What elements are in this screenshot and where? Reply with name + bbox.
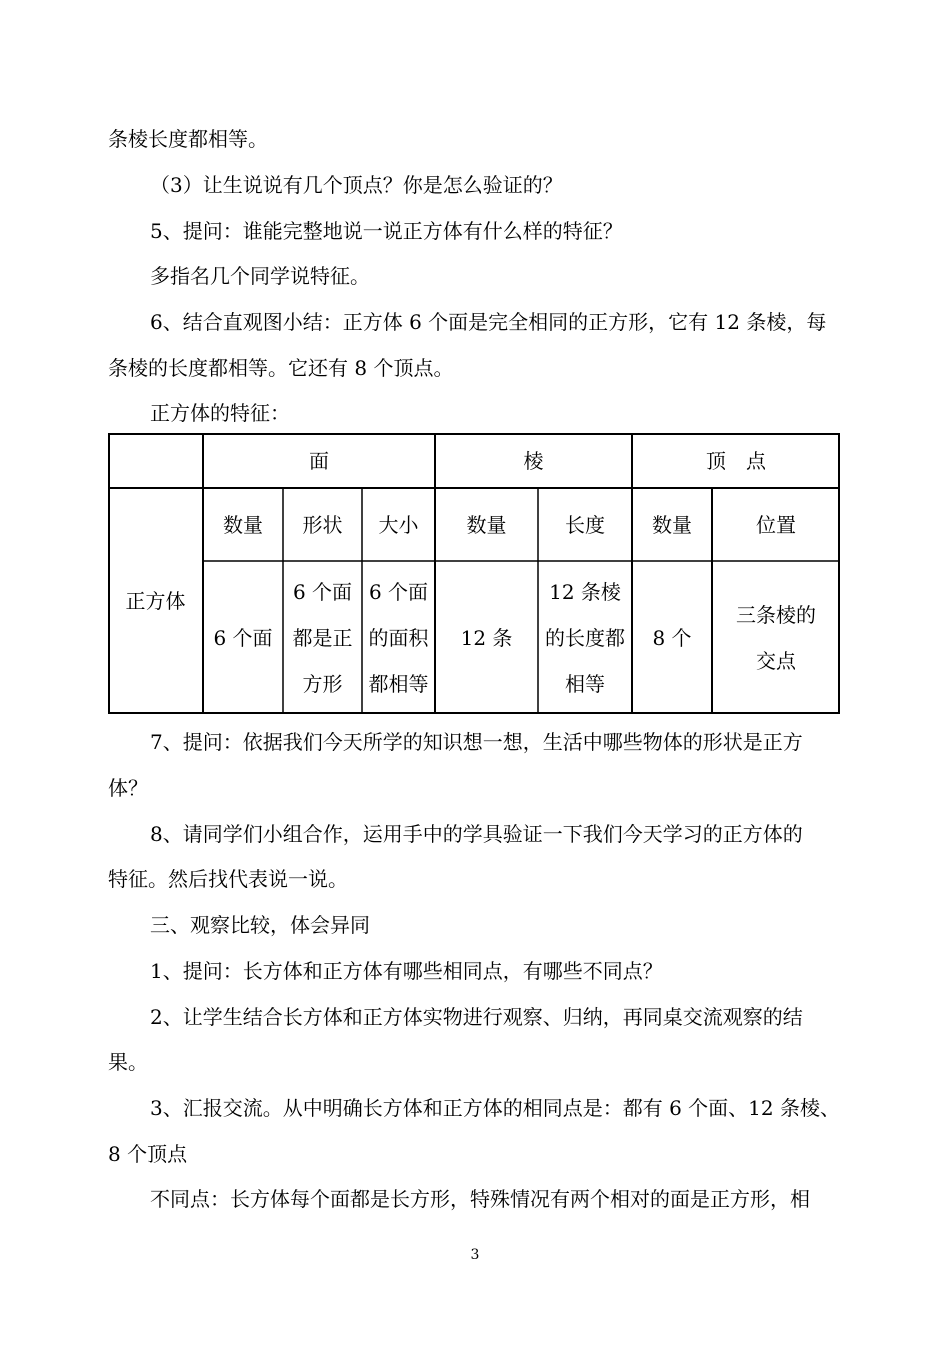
paragraph-line: 不同点：长方体每个面都是长方形，特殊情况有两个相对的面是正方形，相 — [150, 1187, 810, 1211]
value-line: 6 个面 — [292, 579, 353, 604]
header-vertex: 顶 点 — [706, 448, 766, 473]
paragraph-line: 2、让学生结合长方体和正方体实物进行观察、归纳，再同桌交流观察的结 — [150, 1005, 803, 1029]
paragraph-line: 3、汇报交流。从中明确长方体和正方体的相同点是：都有 6 个面、12 条棱、 — [150, 1096, 840, 1120]
paragraph-line: 8 个顶点 — [108, 1142, 188, 1166]
value-face-shape — [283, 561, 362, 714]
subheader-face-count: 数量 — [223, 512, 263, 537]
value-edge-length — [538, 561, 632, 714]
subheader-face-size: 大小 — [378, 512, 419, 537]
table-caption: 正方体的特征： — [150, 401, 290, 425]
paragraph-line: 1、提问：长方体和正方体有哪些相同点，有哪些不同点？ — [150, 959, 663, 983]
value-line: 三条棱的 — [736, 602, 816, 627]
page-number: 3 — [470, 1247, 480, 1263]
subheader-vertex-position: 位置 — [756, 512, 796, 537]
value-face-count: 6 个面 — [213, 625, 273, 650]
paragraph-line: 体？ — [108, 776, 148, 800]
subheader-vertex-count: 数量 — [652, 512, 692, 537]
value-edge-count: 12 条 — [460, 625, 513, 650]
section-heading: 三、观察比较，体会异同 — [150, 913, 370, 937]
paragraph-line: 特征。然后找代表说一说。 — [108, 867, 348, 891]
paragraph-line: 多指名几个同学说特征。 — [150, 264, 370, 288]
row-label: 正方体 — [125, 589, 186, 613]
paragraph-line: 7、提问：依据我们今天所学的知识想一想，生活中哪些物体的形状是正方 — [150, 730, 803, 754]
paragraph-line: 8、请同学们小组合作，运用手中的学具验证一下我们今天学习的正方体的 — [150, 822, 803, 846]
value-face-size — [362, 561, 435, 714]
paragraph-line: 条棱的长度都相等。它还有 8 个顶点。 — [108, 356, 454, 380]
value-line: 都是正 — [292, 625, 353, 650]
value-line: 6 个面 — [368, 579, 429, 604]
subheader-edge-length: 长度 — [565, 512, 605, 537]
paragraph-line: 果。 — [108, 1050, 148, 1074]
features-table — [108, 433, 840, 714]
value-line: 都相等 — [368, 671, 429, 696]
paragraph-line: 5、提问：谁能完整地说一说正方体有什么样的特征？ — [150, 219, 623, 243]
value-vertex-count: 8 个 — [652, 625, 692, 650]
subheader-face-shape: 形状 — [302, 512, 343, 537]
value-vertex-position — [712, 561, 840, 714]
subheader-edge-count: 数量 — [466, 512, 507, 537]
header-edge: 棱 — [523, 448, 544, 473]
paragraph-line: 6、结合直观图小结：正方体 6 个面是完全相同的正方形，它有 12 条棱，每 — [150, 310, 827, 334]
value-line: 相等 — [565, 671, 605, 696]
value-line: 交点 — [756, 648, 796, 673]
value-line: 方形 — [302, 671, 343, 696]
paragraph-line: 条棱长度都相等。 — [108, 127, 268, 151]
paragraph-line: （3）让生说说有几个顶点？你是怎么验证的？ — [150, 173, 563, 197]
value-line: 12 条棱 — [549, 579, 621, 604]
header-face: 面 — [309, 448, 329, 473]
value-line: 的面积 — [368, 625, 429, 650]
value-line: 的长度都 — [545, 625, 625, 650]
